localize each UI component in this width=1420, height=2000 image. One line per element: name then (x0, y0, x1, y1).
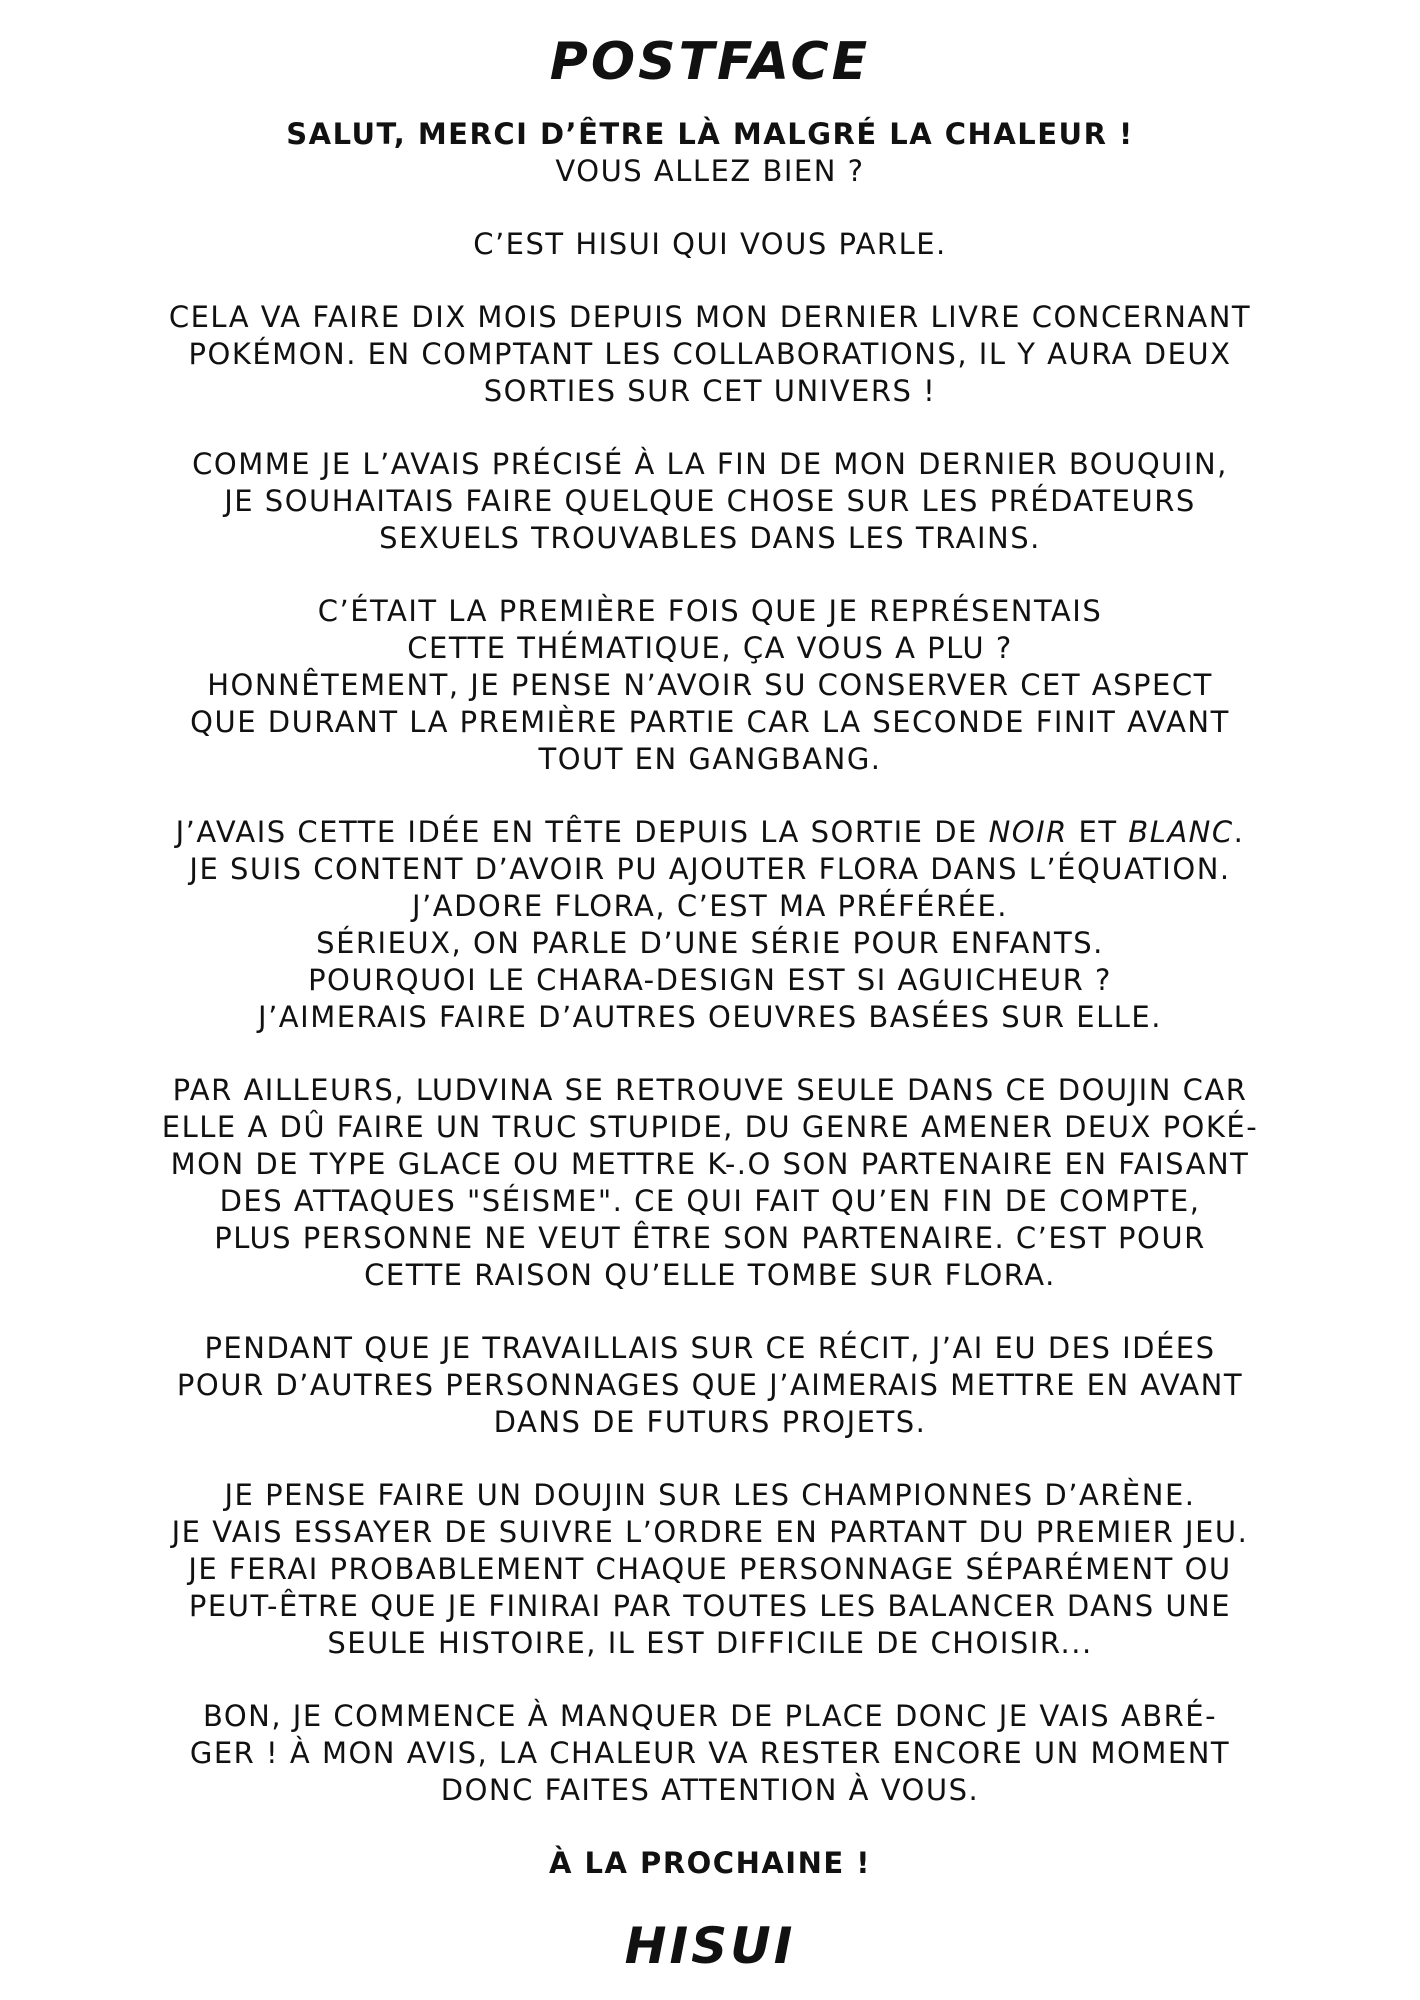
text-run: J’AVAIS CETTE IDÉE EN TÊTE DEPUIS LA SORTIE DE (175, 815, 989, 849)
page-title: POSTFACE (549, 32, 871, 92)
paragraph-8 (60, 1477, 1360, 1662)
closing-line: À LA PROCHAINE ! (549, 1846, 871, 1880)
paragraph-line: J’ADORE FLORA, C’EST MA PRÉFÉRÉE. (411, 889, 1009, 923)
paragraph-line: DONC FAITES ATTENTION À VOUS. (440, 1773, 980, 1807)
game-title-blanc: BLANC (1128, 815, 1234, 849)
paragraph-line: DANS DE FUTURS PROJETS. (493, 1405, 927, 1439)
intro-paragraph (60, 116, 1360, 190)
paragraph-line: SÉRIEUX, ON PARLE D’UNE SÉRIE POUR ENFANTS. (316, 926, 1104, 960)
paragraph-line: JE PENSE FAIRE UN DOUJIN SUR LES CHAMPIONNES D’ARÈNE. (224, 1478, 1196, 1512)
paragraph-line: TOUT EN GANGBANG. (538, 742, 882, 776)
paragraph-4 (60, 593, 1360, 778)
text-run: . (1233, 815, 1245, 849)
paragraph-line: POKÉMON. EN COMPTANT LES COLLABORATIONS, IL Y AURA DEUX (188, 337, 1232, 371)
paragraph-9 (60, 1698, 1360, 1809)
game-title-noir: NOIR (988, 815, 1068, 849)
intro-line: VOUS ALLEZ BIEN ? (555, 154, 865, 188)
text-run: ET (1067, 815, 1129, 849)
paragraph-5 (60, 814, 1360, 1036)
paragraph-line: GER ! À MON AVIS, LA CHALEUR VA RESTER ENCORE UN MOMENT (189, 1736, 1231, 1770)
paragraph-line: C’ÉTAIT LA PREMIÈRE FOIS QUE JE REPRÉSENTAIS (317, 594, 1103, 628)
paragraph-line: JE SOUHAITAIS FAIRE QUELQUE CHOSE SUR LES PRÉDATEURS (224, 484, 1196, 518)
paragraph-line: SORTIES SUR CET UNIVERS ! (483, 374, 937, 408)
paragraph-line: MON DE TYPE GLACE OU METTRE K-.O SON PARTENAIRE EN FAISANT (170, 1147, 1250, 1181)
paragraph-line: CETTE RAISON QU’ELLE TOMBE SUR FLORA. (364, 1258, 1056, 1292)
paragraph-line: JE VAIS ESSAYER DE SUIVRE L’ORDRE EN PARTANT DU PREMIER JEU. (171, 1515, 1249, 1549)
paragraph-1 (60, 226, 1360, 263)
paragraph-line: POUR D’AUTRES PERSONNAGES QUE J’AIMERAIS METTRE EN AVANT (176, 1368, 1244, 1402)
paragraph-line: ELLE A DÛ FAIRE UN TRUC STUPIDE, DU GENRE AMENER DEUX POKÉ- (161, 1110, 1259, 1144)
paragraph-line: CELA VA FAIRE DIX MOIS DEPUIS MON DERNIER LIVRE CONCERNANT (168, 300, 1252, 334)
paragraph-line: J’AIMERAIS FAIRE D’AUTRES OEUVRES BASÉES SUR ELLE. (258, 1000, 1162, 1034)
paragraph-2 (60, 299, 1360, 410)
intro-line: SALUT, MERCI D’ÊTRE LÀ MALGRÉ LA CHALEUR ! (286, 117, 1134, 151)
paragraph-line: DES ATTAQUES "SÉISME". CE QUI FAIT QU’EN FIN DE COMPTE, (219, 1184, 1201, 1218)
paragraph-line: CETTE THÉMATIQUE, ÇA VOUS A PLU ? (407, 631, 1013, 665)
paragraph-line: BON, JE COMMENCE À MANQUER DE PLACE DONC JE VAIS ABRÉ- (202, 1699, 1218, 1733)
paragraph-line: C’EST HISUI QUI VOUS PARLE. (473, 227, 947, 261)
paragraph-line: JE FERAI PROBABLEMENT CHAQUE PERSONNAGE SÉPARÉMENT OU (188, 1552, 1232, 1586)
paragraph-line: PAR AILLEURS, LUDVINA SE RETROUVE SEULE DANS CE DOUJIN CAR (172, 1073, 1248, 1107)
paragraph-line: SEULE HISTOIRE, IL EST DIFFICILE DE CHOISIR... (327, 1626, 1093, 1660)
paragraph-line: COMME JE L’AVAIS PRÉCISÉ À LA FIN DE MON DERNIER BOUQUIN, (192, 447, 1228, 481)
paragraph-line: PENDANT QUE JE TRAVAILLAIS SUR CE RÉCIT, J’AI EU DES IDÉES (204, 1331, 1216, 1365)
paragraph-3 (60, 446, 1360, 557)
author-signature: HISUI (624, 1917, 796, 1975)
paragraph-line: SEXUELS TROUVABLES DANS LES TRAINS. (379, 521, 1041, 555)
paragraph-line: QUE DURANT LA PREMIÈRE PARTIE CAR LA SECONDE FINIT AVANT (190, 705, 1230, 739)
paragraph-6 (60, 1072, 1360, 1294)
paragraph-line: HONNÊTEMENT, JE PENSE N’AVOIR SU CONSERVER CET ASPECT (207, 668, 1213, 702)
paragraph-line: PEUT-ÊTRE QUE JE FINIRAI PAR TOUTES LES BALANCER DANS UNE (188, 1589, 1232, 1623)
paragraph-line (60, 814, 1360, 851)
paragraph-line: POURQUOI LE CHARA-DESIGN EST SI AGUICHEUR ? (308, 963, 1112, 997)
paragraph-line: JE SUIS CONTENT D’AVOIR PU AJOUTER FLORA DANS L’ÉQUATION. (189, 852, 1231, 886)
paragraph-7 (60, 1330, 1360, 1441)
paragraph-line: PLUS PERSONNE NE VEUT ÊTRE SON PARTENAIRE. C’EST POUR (214, 1221, 1206, 1255)
